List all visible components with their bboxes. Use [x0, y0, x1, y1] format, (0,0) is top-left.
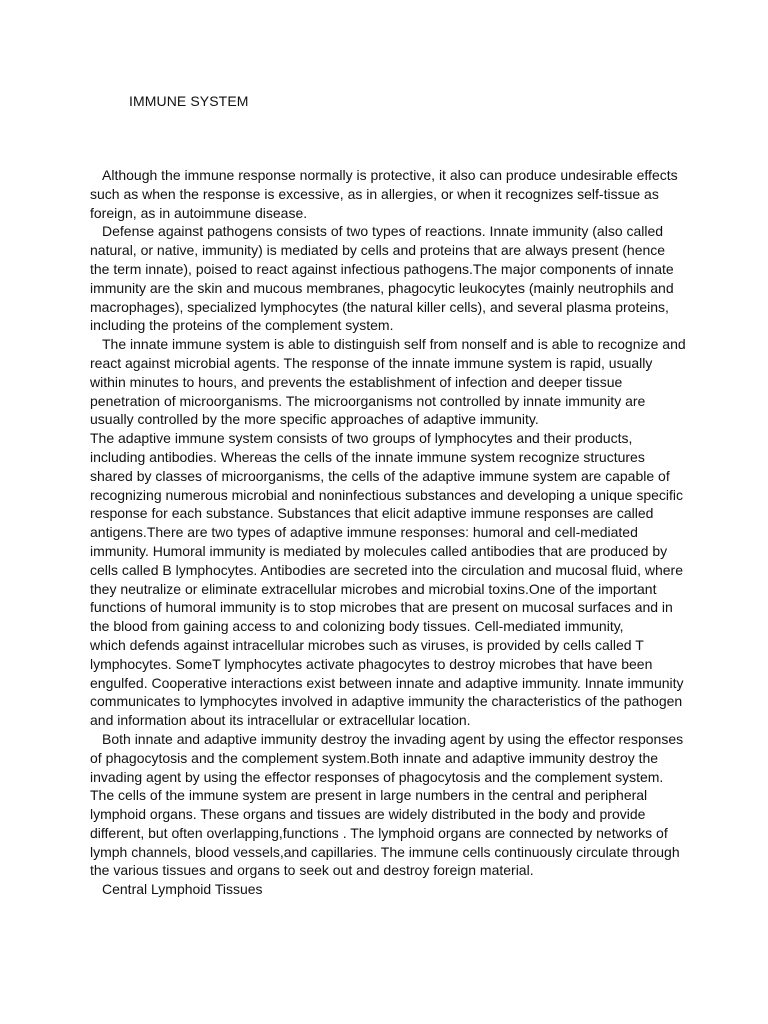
text-line: The innate immune system is able to distinguish self from nonself and is able to recognize and [102, 336, 686, 353]
text-line: immunity are the skin and mucous membranes, phagocytic leukocytes (mainly neutrophils and [90, 279, 674, 296]
text-line: usually controlled by the more specific approaches of adaptive immunity. [90, 411, 539, 428]
text-line: including the proteins of the complement system. [90, 317, 394, 334]
text-line: foreign, as in autoimmune disease. [90, 204, 308, 221]
text-line: lymph channels, blood vessels,and capillaries. The immune cells continuously circulate through [90, 843, 680, 860]
text-line: lymphoid organs. These organs and tissues are widely distributed in the body and provide [90, 806, 646, 823]
text-line: the blood from gaining access to and colonizing body tissues. Cell-mediated immunity, [90, 618, 624, 635]
text-line: immunity. Humoral immunity is mediated by molecules called antibodies that are produced by [90, 542, 668, 559]
text-line: within minutes to hours, and prevents the establishment of infection and deeper tissue [90, 373, 623, 390]
text-line: and information about its intracellular or extracellular location. [90, 712, 471, 729]
section-heading: Central Lymphoid Tissues [102, 881, 263, 898]
text-line: macrophages), specialized lymphocytes (the natural killer cells), and several plasma proteins, [90, 298, 669, 315]
text-line: functions of humoral immunity is to stop microbes that are present on mucosal surfaces and in [90, 599, 673, 616]
text-line: of phagocytosis and the complement system.Both innate and adaptive immunity destroy the [90, 749, 659, 766]
text-line: Both innate and adaptive immunity destroy the invading agent by using the effector responses [102, 730, 684, 747]
text-line: communicates to lymphocytes involved in adaptive immunity the characteristics of the pathogen [90, 693, 683, 710]
document-title: IMMUNE SYSTEM [129, 93, 249, 109]
text-line: Although the immune response normally is protective, it also can produce undesirable effects [102, 167, 678, 183]
document-body [90, 166, 690, 899]
text-line: react against microbial agents. The response of the innate immune system is rapid, usually [90, 354, 653, 371]
text-line: invading agent by using the effector responses of phagocytosis and the complement system. [90, 768, 664, 785]
text-line: they neutralize or eliminate extracellular microbes and microbial toxins.One of the important [90, 580, 657, 597]
text-line: recognizing numerous microbial and noninfectious substances and developing a unique specific [90, 486, 684, 503]
text-line: antigens.There are two types of adaptive immune responses: humoral and cell-mediated [90, 524, 638, 541]
text-line: the term innate), poised to react against infectious pathogens.The major components of innate [90, 260, 674, 277]
text-line: including antibodies. Whereas the cells of the innate immune system recognize structures [90, 448, 645, 465]
text-line: Defense against pathogens consists of two types of reactions. Innate immunity (also called [102, 223, 664, 240]
text-line: The cells of the immune system are present in large numbers in the central and peripheral [90, 787, 648, 804]
text-line: natural, or native, immunity) is mediated by cells and proteins that are always present (hence [90, 242, 666, 259]
text-line: which defends against intracellular microbes such as viruses, is provided by cells called T [90, 636, 644, 653]
text-line: The adaptive immune system consists of two groups of lymphocytes and their products, [90, 430, 633, 447]
text-line: engulfed. Cooperative interactions exist between innate and adaptive immunity. Innate immunity [90, 674, 684, 691]
text-line: cells called B lymphocytes. Antibodies are secreted into the circulation and mucosal fluid, where [90, 561, 683, 578]
text-line: different, but often overlapping,functions . The lymphoid organs are connected by networks of [90, 824, 668, 841]
text-line: such as when the response is excessive, as in allergies, or when it recognizes self-tissue as [90, 185, 659, 202]
text-line: response for each substance. Substances that elicit adaptive immune responses are called [90, 505, 654, 522]
text-line: lymphocytes. SomeT lymphocytes activate phagocytes to destroy microbes that have been [90, 655, 653, 672]
text-line: shared by classes of microorganisms, the cells of the adaptive immune system are capable of [90, 467, 670, 484]
text-line: penetration of microorganisms. The microorganisms not controlled by innate immunity are [90, 392, 646, 409]
text-line: the various tissues and organs to seek out and destroy foreign material. [90, 862, 534, 879]
